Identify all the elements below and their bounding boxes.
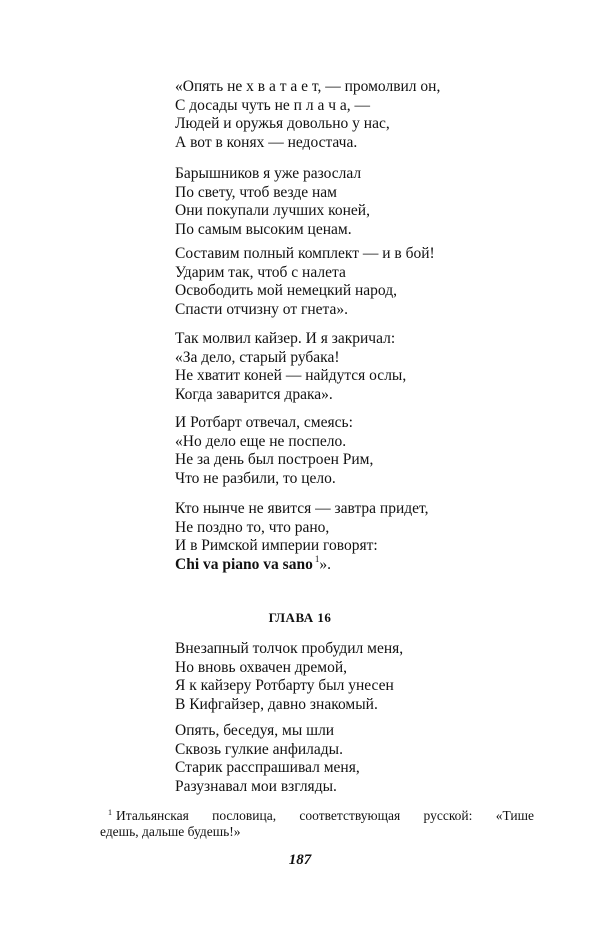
verse-line: А вот в конях — недостача. [175, 133, 358, 151]
footnote-line-2: едешь, дальше будешь!» [100, 824, 241, 839]
stanza-6 [175, 500, 505, 574]
stanza-4 [175, 330, 505, 404]
verse-line: «За дело, старый рубака! [175, 348, 340, 366]
verse-line: Освободить мой немецкий народ, [175, 282, 397, 299]
verse-line: Что не разбили, то цело. [175, 469, 336, 487]
verse-line: Так молвил кайзер. И я закричал: [175, 330, 396, 347]
verse-line: Опять, беседуя, мы шли [175, 722, 335, 739]
verse-line: Барышников я уже разослал [175, 165, 362, 182]
page-number: 187 [288, 852, 312, 868]
footnote-mark: 1 [108, 807, 112, 817]
verse-line: В Кифгайзер, давно знакомый. [175, 695, 378, 713]
verse-line-last [175, 556, 505, 575]
verse-line: Спасти отчизну от гнета». [175, 300, 348, 318]
chapter-stanza-1 [175, 640, 505, 714]
verse-line: Сквозь гулкие анфилады. [175, 740, 343, 758]
closing-quote: ». [319, 555, 331, 573]
footnote-text: Итальянская пословица, соответствующая русской: «Тише [116, 808, 534, 823]
chapter-stanza-2 [175, 722, 505, 796]
verse-line: Не за день был построен Рим, [175, 451, 374, 468]
verse-line: Людей и оружья довольно у нас, [175, 115, 390, 132]
verse-line: Я к кайзеру Ротбарту был унесен [175, 677, 394, 694]
verse-line: Кто нынче не явится — завтра придет, [175, 500, 429, 517]
verse-line: По свету, чтоб везде нам [175, 183, 337, 201]
verse-line: Внезапный толчок пробудил меня, [175, 640, 404, 657]
verse-line: С досады чуть не п л а ч а, — [175, 96, 371, 114]
stanza-3 [175, 245, 505, 319]
stanza-5 [175, 414, 505, 488]
italian-proverb: Chi va piano va sano [175, 555, 313, 573]
verse-line: Когда заварится драка». [175, 385, 333, 403]
verse-line: Они покупали лучших коней, [175, 202, 370, 219]
verse-line: По самым высоким ценам. [175, 220, 352, 238]
chapter-heading: ГЛАВА 16 [268, 610, 332, 625]
verse-line: «Но дело еще не поспело. [175, 432, 347, 450]
stanza-1 [175, 78, 505, 152]
stanza-2 [175, 165, 505, 239]
verse-line: Не поздно то, что рано, [175, 518, 330, 536]
footnote-reference[interactable]: 1 [314, 554, 320, 565]
verse-line: Составим полный комплект — и в бой! [175, 245, 435, 262]
verse-line: Ударим так, чтоб с налета [175, 263, 346, 281]
verse-line: Не хватит коней — найдутся ослы, [175, 367, 407, 384]
verse-line: Разузнавал мои взгляды. [175, 777, 337, 795]
footnote [100, 807, 534, 840]
footnote-line-1 [108, 808, 534, 824]
verse-line: Старик расспрашивал меня, [175, 759, 360, 776]
verse-line: И Ротбарт отвечал, смеясь: [175, 414, 353, 431]
verse-line: И в Римской империи говорят: [175, 537, 378, 554]
verse-line: Но вновь охвачен дремой, [175, 658, 348, 676]
verse-line: «Опять не х в а т а е т, — промолвил он, [175, 78, 441, 95]
